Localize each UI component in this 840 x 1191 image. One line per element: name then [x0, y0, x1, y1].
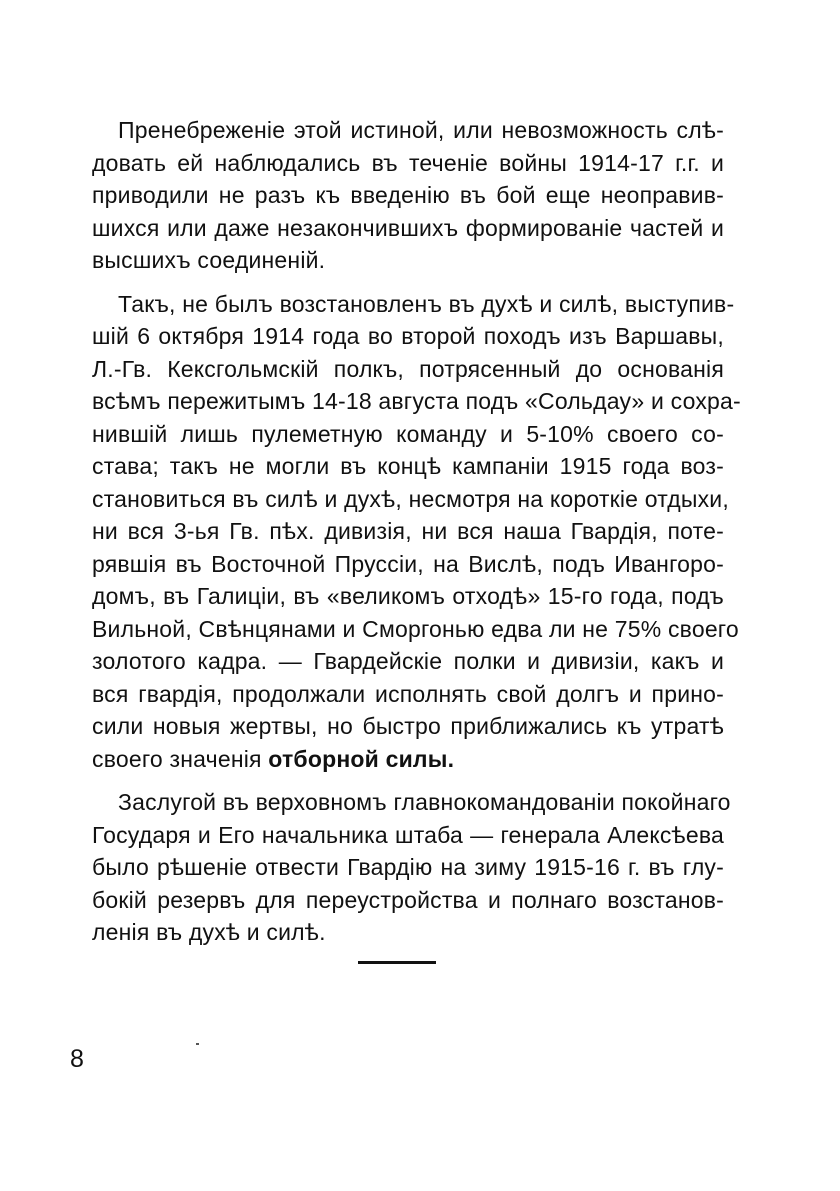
- section-divider: [358, 961, 436, 964]
- text-line: высшихъ соединеній.: [92, 247, 326, 273]
- page-number: 8: [70, 1045, 84, 1073]
- emphasized-phrase: отборной силы.: [268, 745, 455, 772]
- main-text: [92, 114, 741, 960]
- text-line: ленія въ духѣ и силѣ.: [92, 919, 326, 945]
- text-line: Заслугой въ верховномъ главнокомандованіи покойнаго: [118, 789, 731, 815]
- text-line: шій 6 октября 1914 года во второй походъ изъ Варшавы,: [92, 323, 724, 349]
- text-line: шихся или даже незакончившихъ формированіе частей и: [92, 214, 724, 241]
- paragraph-2: [92, 288, 741, 776]
- text-line: становиться въ силѣ и духѣ, несмотря на короткіе отдыхи,: [92, 485, 729, 512]
- print-speck: [196, 1043, 199, 1045]
- text-line: Л.-Гв. Кексгольмскій полкъ, потрясенный до основанія: [92, 355, 724, 382]
- text-line: золотого кадра. — Гвардейскіе полки и дивизіи, какъ и: [92, 648, 724, 674]
- text-line: Вильной, Свѣнцянами и Сморгонью едва ли не 75% своего: [92, 615, 739, 642]
- text-line: Пренебреженіе этой истиной, или невозможность слѣ-: [118, 117, 724, 143]
- text-line: става; такъ не могли въ концѣ кампаніи 1915 года воз-: [92, 453, 724, 479]
- paragraph-3: [92, 786, 731, 949]
- text-line-regular: своего значенія: [92, 745, 269, 772]
- text-line: приводили не разъ къ введенію въ бой еще неоправив-: [92, 182, 724, 208]
- text-line-final: [92, 743, 724, 776]
- text-line: вся гвардія, продолжали исполнять свой долгъ и прино-: [92, 680, 724, 707]
- text-line: довать ей наблюдались въ теченіе войны 1914-17 г.г. и: [92, 149, 724, 176]
- text-line: было рѣшеніе отвести Гвардію на зиму 1915-16 г. въ глу-: [92, 854, 724, 880]
- text-line: рявшія въ Восточной Пруссіи, на Вислѣ, подъ Ивангоро-: [92, 550, 724, 577]
- text-line: сили новыя жертвы, но быстро приближались къ утратѣ: [92, 713, 724, 739]
- text-line: нившій лишь пулеметную команду и 5-10% своего со-: [92, 420, 724, 447]
- text-line: бокій резервъ для переустройства и полнаго возстанов-: [92, 886, 724, 913]
- text-line: домъ, въ Галиціи, въ «великомъ отходѣ» 15-го года, подъ: [92, 583, 724, 609]
- text-line: ни вся 3-ья Гв. пѣх. дивизія, ни вся наша Гвардія, поте-: [92, 518, 724, 544]
- text-line: всѣмъ пережитымъ 14-18 августа подъ «Сольдау» и сохра-: [92, 388, 741, 414]
- paragraph-1: [92, 114, 724, 277]
- text-line: Государя и Его начальника штаба — генерала Алексѣева: [92, 821, 724, 848]
- text-line: Такъ, не былъ возстановленъ въ духѣ и силѣ, выступив-: [118, 290, 735, 317]
